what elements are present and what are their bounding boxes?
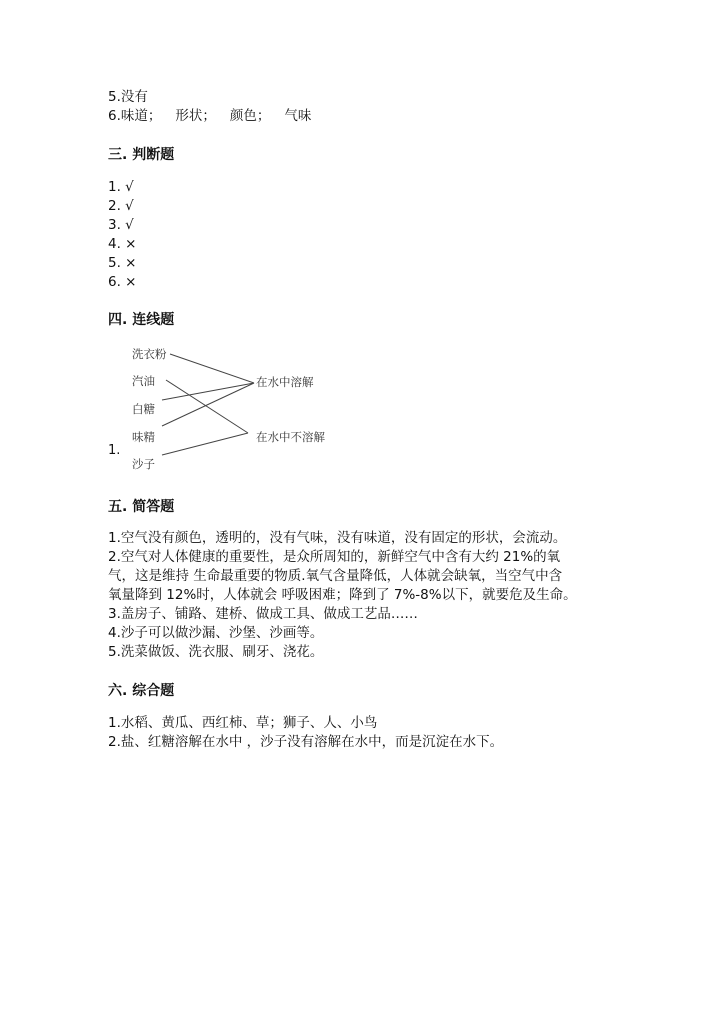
short-answer-line: 2.空气对人体健康的重要性，是众所周知的，新鲜空气中含有大约 21%的氧 — [108, 549, 561, 565]
short-answer-line: 4.沙子可以做沙漏、沙堡、沙画等。 — [108, 625, 324, 641]
match-line — [166, 380, 248, 433]
comprehensive-line: 2.盐、红糖溶解在水中 ，沙子没有溶解在水中，而是沉淀在水下。 — [108, 734, 504, 750]
short-answer-line: 3.盖房子、铺路、建桥、做成工具、做成工艺品…… — [108, 606, 418, 622]
short-answer-line: 1.空气没有颜色，透明的，没有气味，没有味道，没有固定的形状，会流动。 — [108, 530, 567, 546]
match-line — [162, 383, 254, 426]
right-item-not-dissolves: 在水中不溶解 — [256, 430, 325, 444]
section-5-title: 五. 简答题 — [108, 499, 175, 515]
judge-item-6: 6. × — [108, 274, 137, 290]
answer-6 — [108, 107, 311, 126]
answer-6-part: 6.味道； — [108, 108, 162, 124]
left-item-detergent: 洗衣粉 — [132, 347, 167, 361]
left-item-sugar: 白糖 — [132, 402, 155, 416]
judge-item-3: 3. √ — [108, 217, 134, 233]
left-item-msg: 味精 — [132, 430, 155, 444]
match-line — [170, 354, 254, 383]
section-6-title: 六. 综合题 — [108, 683, 175, 699]
section-4-title: 四. 连线题 — [108, 312, 175, 328]
section-3-title: 三. 判断题 — [108, 147, 175, 163]
right-item-dissolves: 在水中溶解 — [256, 375, 314, 389]
match-line — [162, 383, 254, 400]
answer-6-part: 形状； — [175, 108, 216, 124]
answer-6-part: 颜色； — [229, 108, 271, 124]
matching-item-number: 1. — [108, 443, 121, 458]
short-answer-line: 5.洗菜做饭、洗衣服、刷牙、浇花。 — [108, 644, 324, 660]
match-line — [162, 433, 248, 455]
judge-item-4: 4. × — [108, 236, 137, 252]
answer-6-part: 气味 — [284, 108, 312, 124]
left-item-sand: 沙子 — [132, 457, 155, 471]
judge-item-1: 1. √ — [108, 179, 134, 195]
short-answer-line: 气，这是维持 生命最重要的物质.氧气含量降低，人体就会缺氧，当空气中含 — [108, 568, 563, 584]
judge-item-2: 2. √ — [108, 198, 134, 214]
left-item-gasoline: 汽油 — [132, 374, 155, 388]
judge-item-5: 5. × — [108, 255, 137, 271]
comprehensive-line: 1.水稻、黄瓜、西红柿、草；狮子、人、小鸟 — [108, 715, 378, 731]
answer-5: 5.没有 — [108, 89, 148, 105]
matching-diagram — [108, 338, 348, 478]
short-answer-line: 氧量降到 12%时，人体就会 呼吸困难；降到了 7%-8%以下，就要危及生命。 — [108, 587, 577, 603]
